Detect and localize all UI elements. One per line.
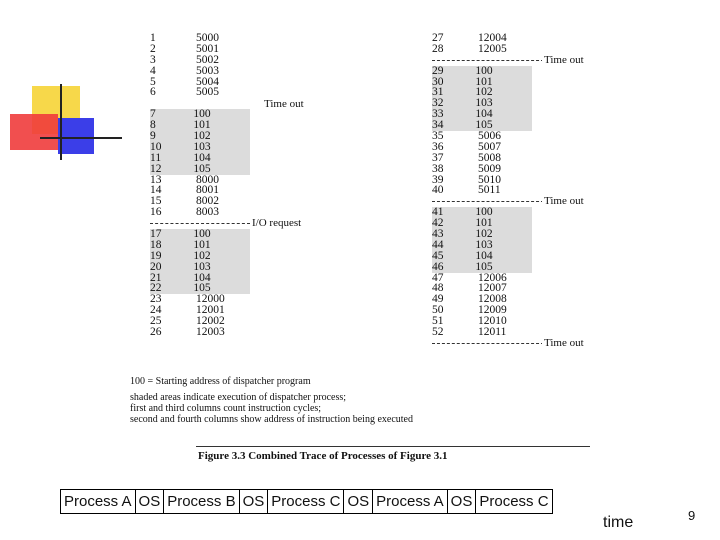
cycle-number: 45 [432,249,444,262]
cycle-number: 35 [432,130,444,143]
dispatcher-row [432,262,532,273]
note-line: 100 = Starting address of dispatcher program [130,376,311,387]
cycle-number: 8 [150,119,156,132]
cycle-number: 46 [432,260,444,273]
cycle-number: 12 [150,162,162,175]
instruction-address: 12011 [478,326,507,339]
cycle-number: 33 [432,108,444,121]
cycle-number: 31 [432,86,444,99]
instruction-address: 5000 [196,32,219,44]
instruction-address: 5006 [478,130,501,143]
instruction-address: 103 [475,97,493,110]
separator-row [432,336,584,349]
instruction-address: 101 [475,217,493,230]
cycle-number: 47 [432,271,444,284]
separator-dashed-line [432,201,544,202]
cycle-number: 22 [150,282,162,295]
timeline-process-cell: Process A [373,489,448,514]
instruction-address: 5001 [196,42,219,55]
cycle-number: 37 [432,151,444,164]
cycle-number: 51 [432,315,444,328]
timeline-process-cell: Process A [60,489,136,514]
cycle-number: 39 [432,173,444,186]
instruction-address: 102 [193,249,211,262]
cycle-number: 26 [150,326,162,339]
cycle-number: 2 [150,42,156,55]
separator-label: Time out [544,195,584,208]
cycle-number: 6 [150,86,156,99]
note-line: second and fourth columns show address of instruction being executed [130,414,413,425]
instruction-address: 12002 [196,315,225,328]
instruction-address: 101 [193,238,211,251]
cycle-number: 10 [150,140,162,153]
cycle-number: 17 [150,228,162,241]
cycle-number: 44 [432,238,444,251]
instruction-address: 12001 [196,304,225,317]
instruction-address: 12008 [478,293,507,306]
cycle-number: 50 [432,304,444,317]
time-axis-label: time [603,514,634,531]
cycle-number: 14 [150,184,162,197]
instruction-address: 12003 [196,326,225,339]
figure-notes [130,376,413,425]
cycle-number: 19 [150,249,162,262]
instruction-address: 5002 [196,53,219,66]
caption-rule [196,446,590,447]
instruction-address: 5010 [478,173,501,186]
cycle-number: 41 [432,206,444,219]
instruction-address: 102 [193,130,211,143]
cycle-number: 25 [150,315,162,328]
trace-row [432,164,538,175]
cycle-number: 34 [432,119,444,132]
instruction-address: 8000 [196,173,219,186]
instruction-address: 101 [193,119,211,132]
instruction-address: 8002 [196,195,219,208]
trace-row [150,327,256,338]
instruction-address: 103 [193,260,211,273]
instruction-address: 100 [193,108,211,121]
decorative-red-square [10,114,58,150]
cycle-number: 40 [432,184,444,197]
trace-row [432,185,538,196]
instruction-address: 12006 [478,271,507,284]
instruction-address: 102 [475,228,493,241]
timeout-label-left: Time out [264,98,304,110]
separator-label: Time out [544,336,584,349]
instruction-address: 105 [475,119,493,132]
timeline-os-cell: OS [448,489,477,514]
decorative-horizontal-line [40,137,122,139]
process-timeline [60,489,553,514]
timeline-os-cell: OS [136,489,165,514]
cycle-number: 3 [150,53,156,66]
cycle-number: 28 [432,42,444,55]
separator-dashed-line [150,223,250,224]
instruction-address: 12000 [196,293,225,306]
instruction-address: 12007 [478,282,507,295]
instruction-address: 12004 [478,32,507,44]
trace-row [150,207,256,218]
instruction-address: 100 [475,206,493,219]
cycle-number: 23 [150,293,162,306]
instruction-address: 5004 [196,75,219,88]
cycle-number: 13 [150,173,162,186]
cycle-number: 9 [150,130,156,143]
instruction-address: 102 [475,86,493,99]
cycle-number: 15 [150,195,162,208]
instruction-address: 5011 [478,184,501,197]
separator-dashed-line [432,343,544,344]
instruction-address: 105 [193,162,211,175]
page-number: 9 [688,508,696,523]
instruction-address: 104 [475,108,493,121]
instruction-address: 104 [475,249,493,262]
trace-row [432,44,538,55]
cycle-number: 43 [432,228,444,241]
cycle-number: 11 [150,151,162,164]
cycle-number: 1 [150,32,156,44]
note-line: first and third columns count instruction cycles; [130,403,322,414]
cycle-number: 52 [432,326,444,339]
decorative-vertical-line [60,84,62,160]
cycle-number: 49 [432,293,444,306]
dispatcher-row [150,262,250,273]
cycle-number: 24 [150,304,162,317]
separator-row [432,195,584,208]
cycle-number: 42 [432,217,444,230]
instruction-address: 12005 [478,42,507,55]
instruction-address: 5008 [478,151,501,164]
cycle-number: 4 [150,64,156,77]
timeline-os-cell: OS [240,489,269,514]
figure-caption: Figure 3.3 Combined Trace of Processes of Figure 3.1 [198,450,448,462]
trace-row [150,87,256,98]
instruction-address: 5003 [196,64,219,77]
timeline-process-cell: Process C [268,489,344,514]
trace-column-right [432,32,584,349]
instruction-address: 104 [193,271,211,284]
separator-row [150,217,302,230]
timeline-os-cell: OS [344,489,373,514]
separator-dashed-line [432,60,544,61]
cycle-number: 7 [150,108,156,121]
instruction-address: 5007 [478,140,501,153]
instruction-address: 5005 [196,86,219,99]
instruction-address: 8001 [196,184,219,197]
instruction-address: 103 [193,140,211,153]
separator-row [432,53,584,66]
trace-row [432,327,538,338]
cycle-number: 29 [432,64,444,77]
instruction-address: 8003 [196,206,219,219]
instruction-address: 12009 [478,304,507,317]
separator-label: Time out [544,53,584,66]
dispatcher-row [150,164,250,175]
instruction-address: 101 [475,75,493,88]
cycle-number: 36 [432,140,444,153]
separator-label: I/O request [252,217,302,230]
instruction-address: 100 [193,228,211,241]
timeline-process-cell: Process C [476,489,552,514]
instruction-address: 104 [193,151,211,164]
instruction-address: 105 [193,282,211,295]
trace-row [150,66,256,77]
cycle-number: 30 [432,75,444,88]
cycle-number: 5 [150,75,156,88]
cycle-number [150,98,196,109]
cycle-number: 48 [432,282,444,295]
instruction-address: 103 [475,238,493,251]
instruction-address: 100 [475,64,493,77]
cycle-number: 38 [432,162,444,175]
note-line: shaded areas indicate execution of dispatcher process; [130,392,347,403]
instruction-address: 12010 [478,315,507,328]
cycle-number: 21 [150,271,162,284]
cycle-number: 27 [432,32,444,44]
cycle-number: 32 [432,97,444,110]
dispatcher-row [432,66,532,77]
decorative-blue-square [58,118,94,154]
cycle-number: 18 [150,238,162,251]
instruction-address: 105 [475,260,493,273]
cycle-number: 20 [150,260,162,273]
instruction-address: 5009 [478,162,501,175]
timeline-process-cell: Process B [164,489,239,514]
cycle-number: 16 [150,206,162,219]
